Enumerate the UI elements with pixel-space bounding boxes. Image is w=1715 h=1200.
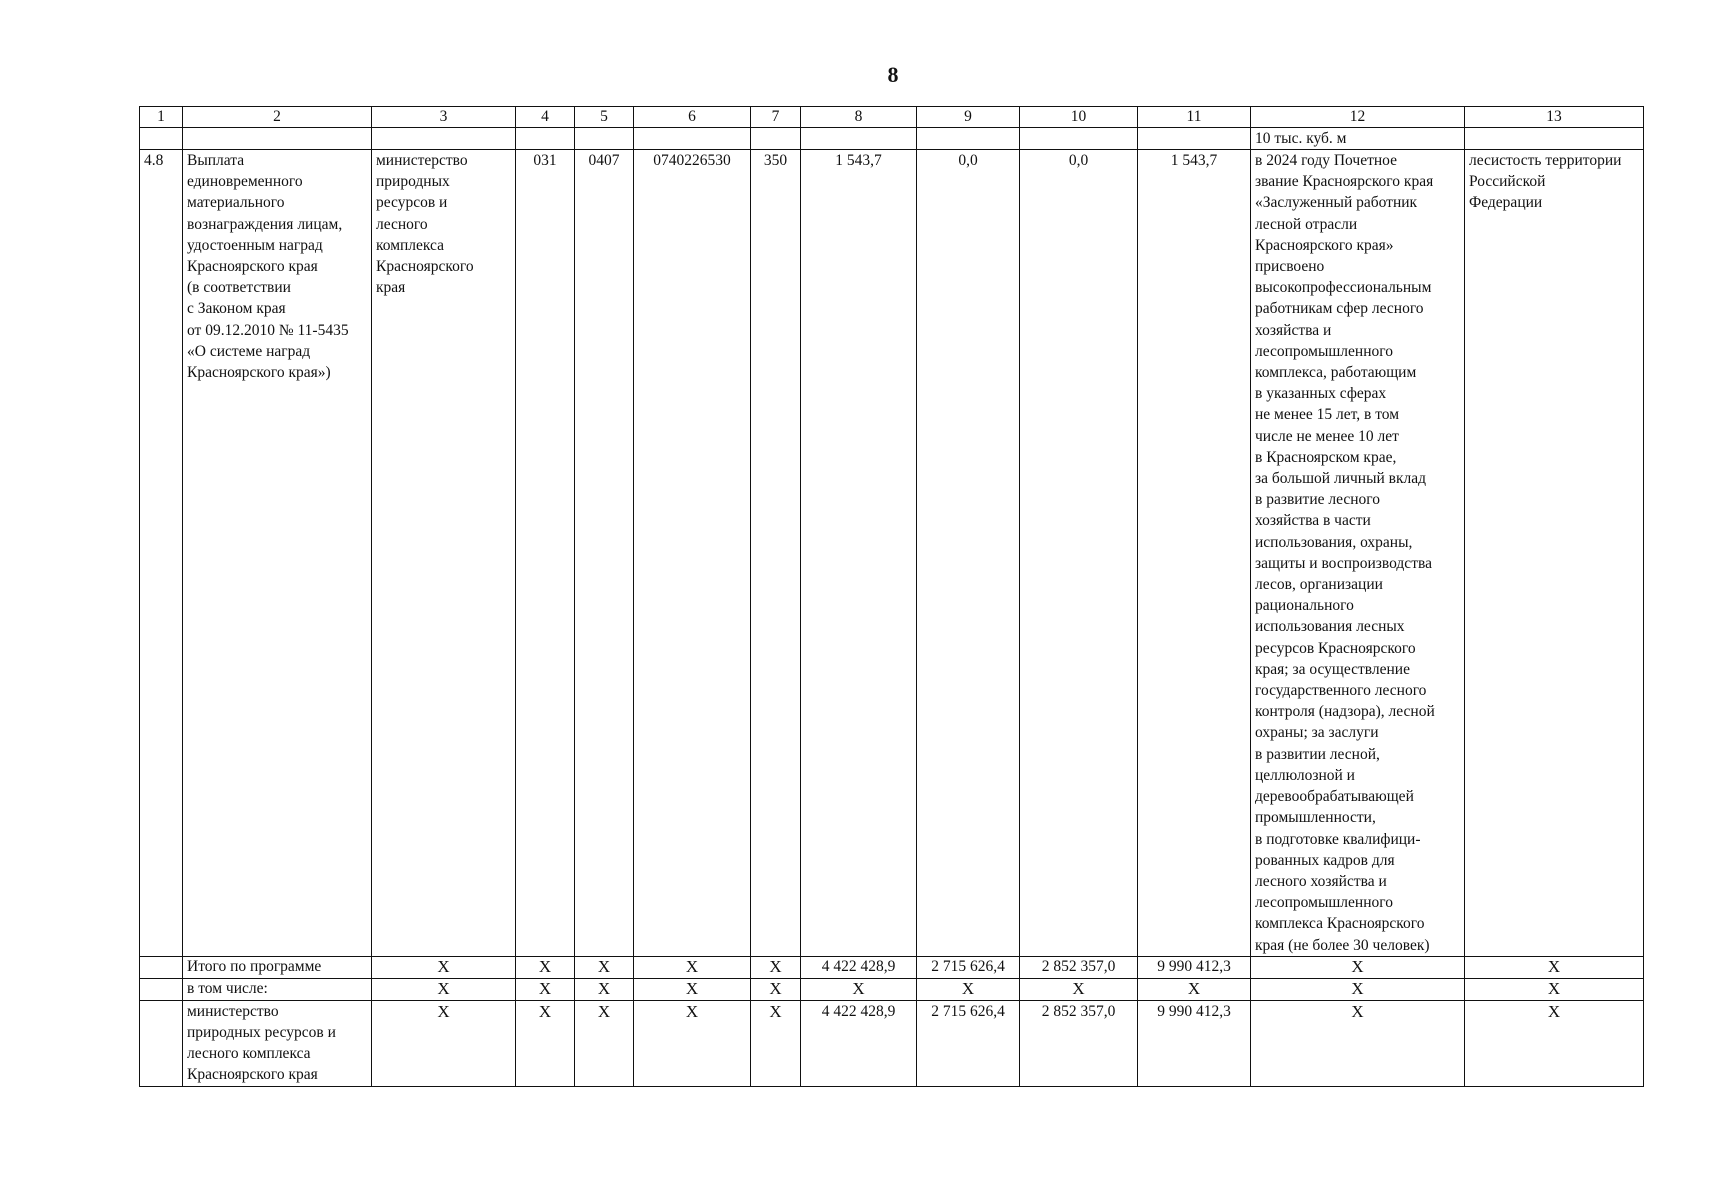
- x-mark: X: [801, 978, 917, 1000]
- x-mark: X: [516, 956, 575, 978]
- x-mark: X: [516, 978, 575, 1000]
- header-cell: 8: [801, 107, 917, 128]
- header-cell: 4: [516, 107, 575, 128]
- grbs-code: 031: [516, 150, 575, 957]
- amount-total: 1 543,7: [1138, 150, 1251, 957]
- expected-result: в 2024 году Почетное звание Красноярского края «Заслуженный работник лесной отрасли Красноярского края» присвоено высокопрофессиональным работникам сфер лесного хозяйства и лесопромышленного комплекса, работающим в указанных сферах не менее 15 лет, в том числе не менее 10 лет в Красноярском крае, за большой личный вклад в развитие лесного хозяйства в части использования, охраны, защиты и воспроизводства лесов, организации рационального использования лесных ресурсов Красноярского края; за осуществление государственного лесного контроля (надзора), лесной охраны; за заслуги в развитии лесной, целлюлозной и деревообрабатывающей промышленности, в подготовке квалифици- рованных кадров для лесного хозяйства и лесопромышленного комплекса Красноярского края (не более 30 человек): [1251, 150, 1465, 957]
- x-mark: X: [751, 978, 801, 1000]
- ministry-row: [140, 1000, 1644, 1086]
- x-mark: X: [372, 956, 516, 978]
- x-mark: X: [917, 978, 1020, 1000]
- unit-row: [140, 128, 1644, 150]
- rzpr-code: 0407: [575, 150, 634, 957]
- ministry-2026: 2 852 357,0: [1020, 1000, 1138, 1086]
- vr-code: 350: [751, 150, 801, 957]
- ministry-label: министерство природных ресурсов и лесного комплекса Красноярского края: [183, 1000, 372, 1086]
- header-cell: 7: [751, 107, 801, 128]
- x-mark: X: [575, 978, 634, 1000]
- header-cell: 6: [634, 107, 751, 128]
- header-row: [140, 107, 1644, 128]
- x-mark: X: [634, 978, 751, 1000]
- ministry-total: 9 990 412,3: [1138, 1000, 1251, 1086]
- total-2026: 2 852 357,0: [1020, 956, 1138, 978]
- x-mark: X: [516, 1000, 575, 1086]
- x-mark: X: [1251, 978, 1465, 1000]
- header-cell: 13: [1465, 107, 1644, 128]
- header-cell: 11: [1138, 107, 1251, 128]
- x-mark: X: [1465, 978, 1644, 1000]
- header-cell: 2: [183, 107, 372, 128]
- indicator: лесистость территории Российской Федерации: [1465, 150, 1644, 957]
- csr-code: 0740226530: [634, 150, 751, 957]
- table-row: [140, 150, 1644, 957]
- header-cell: 9: [917, 107, 1020, 128]
- amount-2026: 0,0: [1020, 150, 1138, 957]
- unit-label: 10 тыс. куб. м: [1251, 128, 1465, 150]
- header-cell: 10: [1020, 107, 1138, 128]
- header-cell: 1: [140, 107, 183, 128]
- x-mark: X: [372, 1000, 516, 1086]
- including-label: в том числе:: [183, 978, 372, 1000]
- header-cell: 12: [1251, 107, 1465, 128]
- amount-2024: 1 543,7: [801, 150, 917, 957]
- row-number: 4.8: [140, 150, 183, 957]
- total-2025: 2 715 626,4: [917, 956, 1020, 978]
- total-2024: 4 422 428,9: [801, 956, 917, 978]
- x-mark: X: [1465, 956, 1644, 978]
- x-mark: X: [1020, 978, 1138, 1000]
- x-mark: X: [751, 956, 801, 978]
- measure-name: Выплата единовременного материального вознаграждения лицам, удостоенным наград Красноярского края (в соответствии с Законом края от 09.12.2010 № 11-5435 «О системе наград Красноярского края»): [183, 150, 372, 957]
- x-mark: X: [1251, 956, 1465, 978]
- including-row: [140, 978, 1644, 1000]
- total-row: [140, 956, 1644, 978]
- header-cell: 5: [575, 107, 634, 128]
- x-mark: X: [575, 1000, 634, 1086]
- executor: министерство природных ресурсов и лесного комплекса Красноярского края: [372, 150, 516, 957]
- x-mark: X: [1251, 1000, 1465, 1086]
- ministry-2024: 4 422 428,9: [801, 1000, 917, 1086]
- program-table: [139, 106, 1644, 1087]
- total-sum: 9 990 412,3: [1138, 956, 1251, 978]
- x-mark: X: [634, 1000, 751, 1086]
- amount-2025: 0,0: [917, 150, 1020, 957]
- x-mark: X: [1465, 1000, 1644, 1086]
- x-mark: X: [634, 956, 751, 978]
- x-mark: X: [751, 1000, 801, 1086]
- page-number: 8: [887, 62, 899, 87]
- x-mark: X: [1138, 978, 1251, 1000]
- x-mark: X: [372, 978, 516, 1000]
- ministry-2025: 2 715 626,4: [917, 1000, 1020, 1086]
- x-mark: X: [575, 956, 634, 978]
- header-cell: 3: [372, 107, 516, 128]
- total-label: Итого по программе: [183, 956, 372, 978]
